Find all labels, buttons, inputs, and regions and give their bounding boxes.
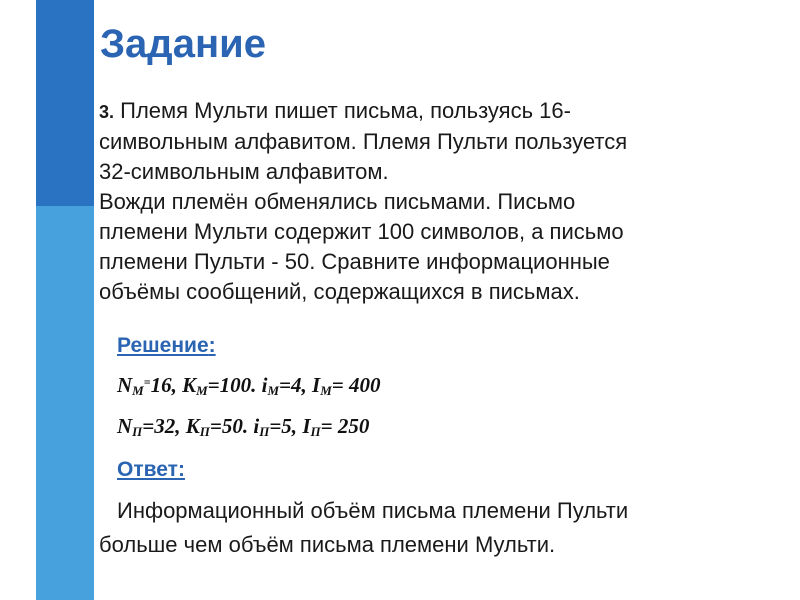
formula-value: =50.: [209, 414, 254, 438]
formula-symbol: I: [302, 414, 311, 438]
formula-superscript: =: [143, 375, 151, 389]
formula-value: =5,: [269, 414, 303, 438]
task-line: племени Мульти содержит 100 символов, а письмо: [99, 219, 624, 244]
slide-title: Задание: [100, 22, 266, 66]
task-line: Племя Мульти пишет письма, пользуясь 16-: [120, 98, 571, 123]
task-line: объёмы сообщений, содержащихся в письмах.: [99, 279, 580, 304]
answer-line: Информационный объём письма племени Пульти: [117, 498, 629, 523]
formula-symbol: i: [253, 414, 260, 438]
formula-value: = 250: [320, 414, 370, 438]
answer-text: [99, 494, 779, 562]
formula-value: 16,: [150, 373, 183, 397]
decorative-bar-top: [36, 0, 94, 206]
formula-value: =4,: [279, 373, 312, 397]
answer-label-colon: :: [177, 458, 185, 481]
formula-symbol: K: [185, 414, 200, 438]
formula-subscript: M: [320, 383, 332, 398]
formula-subscript: M: [267, 383, 280, 398]
task-text: [99, 96, 759, 307]
solution-label-colon: :: [208, 334, 216, 357]
solution-label-text: Решение: [117, 334, 209, 357]
task-line: 32-символьным алфавитом.: [99, 159, 389, 184]
answer-label: [117, 458, 185, 482]
task-line: Вожди племён обменялись письмами. Письмо: [99, 189, 576, 214]
task-line: племени Пульти - 50. Сравните информационные: [99, 249, 610, 274]
formula-symbol: K: [182, 373, 197, 397]
decorative-bar-bottom: [36, 206, 94, 600]
formula-symbol: I: [312, 373, 321, 397]
formula-subscript: П: [199, 424, 210, 439]
formula-value: = 400: [331, 373, 381, 397]
formula-subscript: M: [132, 383, 144, 398]
formula-symbol: N: [117, 414, 133, 438]
task-number: 3.: [99, 102, 115, 122]
solution-formula-pulti: [117, 414, 369, 440]
formula-value: =32,: [142, 414, 186, 438]
formula-subscript: П: [259, 424, 270, 439]
solution-label: [117, 334, 216, 358]
answer-line: больше чем объём письма племени Мульти.: [99, 532, 556, 557]
solution-formula-multi: [117, 373, 380, 399]
answer-label-text: Ответ: [117, 458, 178, 481]
formula-symbol: N: [117, 373, 133, 397]
formula-subscript: П: [310, 424, 321, 439]
formula-symbol: i: [261, 373, 268, 397]
task-line: символьным алфавитом. Племя Пульти пользуется: [99, 129, 628, 154]
formula-subscript: П: [132, 424, 143, 439]
formula-subscript: M: [196, 383, 208, 398]
formula-value: =100.: [207, 373, 262, 397]
